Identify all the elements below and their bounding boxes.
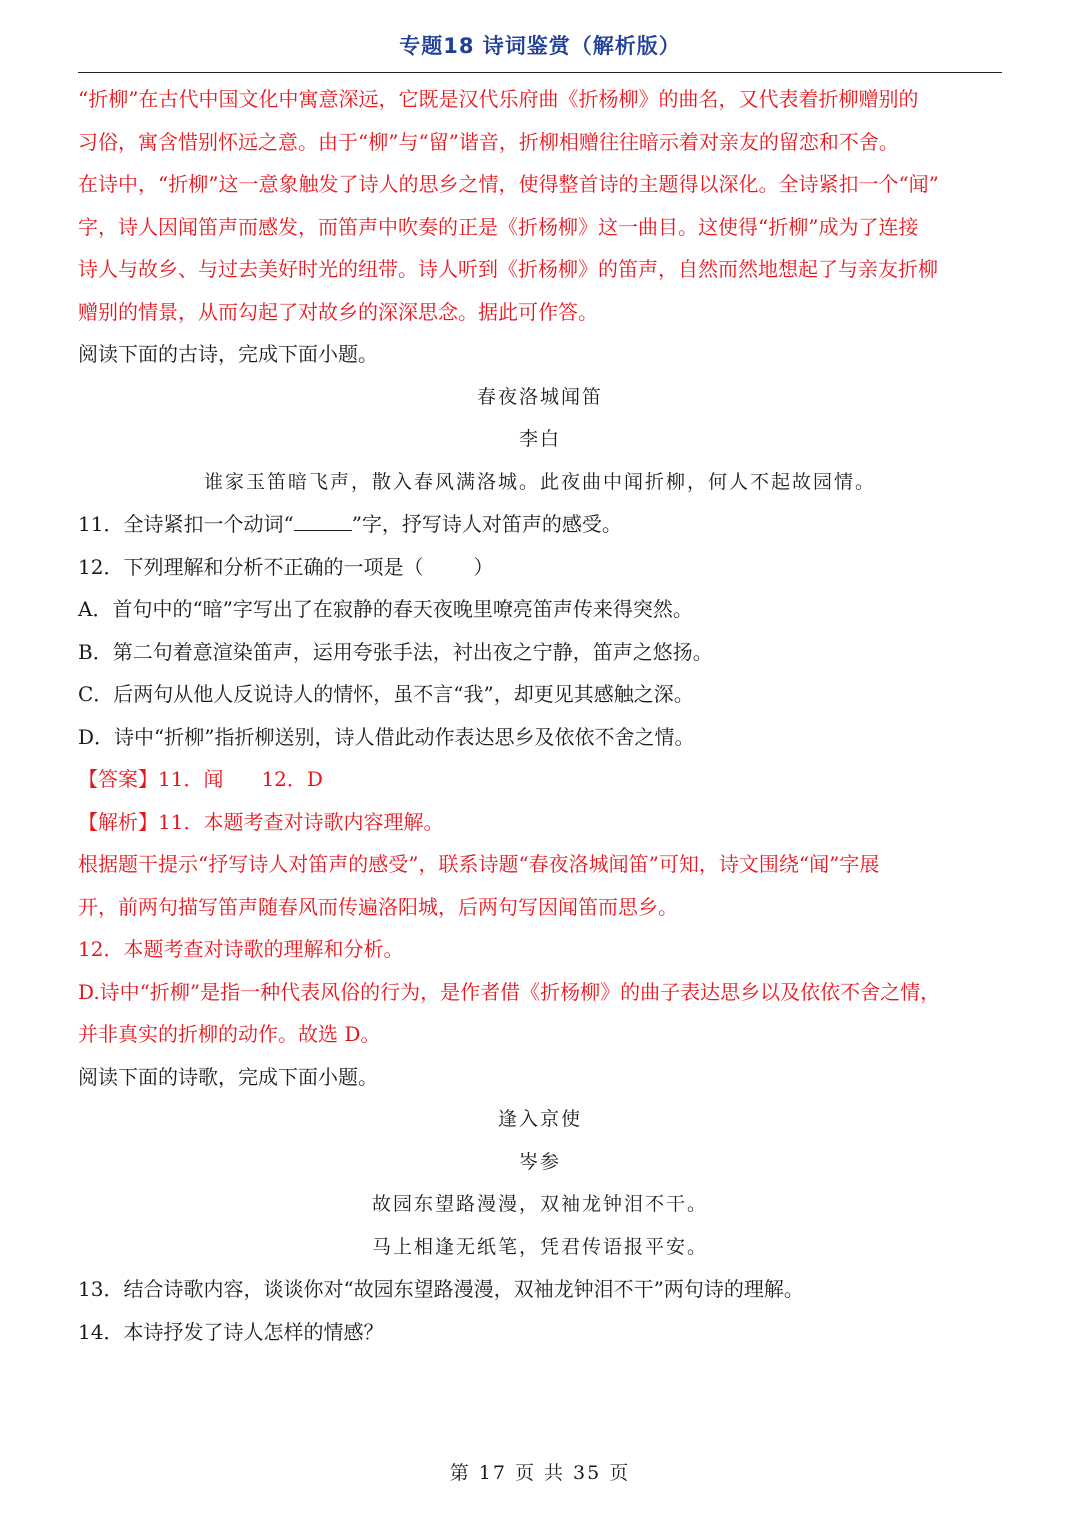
- question-11-text-before: 11．全诗紧扣一个动词“: [78, 512, 294, 536]
- option-b: B．第二句着意渲染笛声，运用夸张手法，衬出夜之宁静，笛声之悠扬。: [78, 639, 713, 664]
- analysis-line: 在诗中，“折柳”这一意象触发了诗人的思乡之情，使得整首诗的主题得以深化。全诗紧扣一个“闻”: [78, 172, 939, 196]
- answer-12: 12．D: [261, 767, 323, 791]
- reading-instruction: 阅读下面的诗歌，完成下面小题。: [78, 1064, 378, 1089]
- answer-label: 【答案】: [78, 767, 158, 791]
- answer-blank: [294, 512, 352, 531]
- question-12-text-before: 12．下列理解和分析不正确的一项是（: [78, 554, 424, 579]
- option-c: C．后两句从他人反说诗人的情怀，虽不言“我”，却更见其感触之深。: [78, 682, 694, 706]
- poem-line: 故园东望路漫漫，双袖龙钟泪不干。: [371, 1193, 708, 1215]
- analysis-line: 根据题干提示“抒写诗人对笛声的感受”，联系诗题“春夜洛城闻笛”可知，诗文围绕“闻”字展: [78, 852, 880, 876]
- question-11-text-after: ”字，抒写诗人对笛声的感受。: [351, 512, 622, 536]
- analysis-line: 开，前两句描写笛声随春风而传遍洛阳城，后两句写因闻笛而思乡。: [78, 894, 678, 919]
- answer-11: 11．闻: [158, 767, 224, 791]
- analysis-line: D.诗中“折柳”是指一种代表风俗的行为，是作者借《折杨柳》的曲子表达思乡以及依依不舍之情，: [78, 979, 941, 1004]
- option-d: D．诗中“折柳”指折柳送别，诗人借此动作表达思乡及依依不舍之情。: [78, 724, 695, 749]
- analysis-label: 【解析】: [78, 809, 158, 834]
- question-13: 13．结合诗歌内容，谈谈你对“故园东望路漫漫，双袖龙钟泪不干”两句诗的理解。: [78, 1277, 804, 1301]
- poem-author: 李白: [518, 428, 561, 450]
- intro-analysis: [78, 78, 1002, 333]
- option-a: A．首句中的“暗”字写出了在寂静的春天夜晚里嘹亮笛声传来得突然。: [78, 597, 693, 621]
- question-12-text-after: ）: [473, 554, 494, 579]
- analysis-11-title: 11．本题考查对诗歌内容理解。: [158, 809, 444, 834]
- analysis-11-head: [78, 801, 1002, 844]
- answer-line: [78, 758, 1002, 801]
- reading-instruction: 阅读下面的古诗，完成下面小题。: [78, 342, 378, 366]
- document-body: [78, 78, 1002, 1353]
- analysis-line: 字，诗人因闻笛声而感发，而笛声中吹奏的正是《折杨柳》这一曲目。这使得“折柳”成为了连接: [78, 214, 919, 239]
- poem-line: 谁家玉笛暗飞声，散入春风满洛城。此夜曲中闻折柳，何人不起故园情。: [203, 470, 876, 493]
- analysis-line: “折柳”在古代中国文化中寓意深远，它既是汉代乐府曲《折杨柳》的曲名，又代表着折柳赠别的: [78, 87, 919, 111]
- analysis-line: 并非真实的折柳的动作。故选 D。: [78, 1022, 381, 1046]
- header-divider: [78, 72, 1002, 73]
- question-11: [78, 503, 1002, 546]
- page-header-title: 专题18 诗词鉴赏（解析版）: [399, 34, 681, 58]
- poem-title: 春夜洛城闻笛: [476, 385, 603, 408]
- analysis-line: 诗人与故乡、与过去美好时光的纽带。诗人听到《折杨柳》的笛声，自然而然地想起了与亲友折柳: [78, 257, 938, 281]
- question-14: 14．本诗抒发了诗人怎样的情感？: [78, 1319, 384, 1344]
- poem-title: 逢入京使: [497, 1108, 582, 1130]
- question-12: [78, 546, 1002, 589]
- page-number: 第 17 页 共 35 页: [449, 1462, 631, 1484]
- poem-line: 马上相逢无纸笔，凭君传语报平安。: [371, 1235, 708, 1258]
- analysis-line: 习俗，寓含惜别怀远之意。由于“柳”与“留”谐音，折柳相赠往往暗示着对亲友的留恋和不舍。: [78, 129, 899, 154]
- analysis-line: 赠别的情景，从而勾起了对故乡的深深思念。据此可作答。: [78, 299, 598, 324]
- analysis-12-head: 12．本题考查对诗歌的理解和分析。: [78, 937, 404, 961]
- poem-author: 岑参: [518, 1150, 561, 1173]
